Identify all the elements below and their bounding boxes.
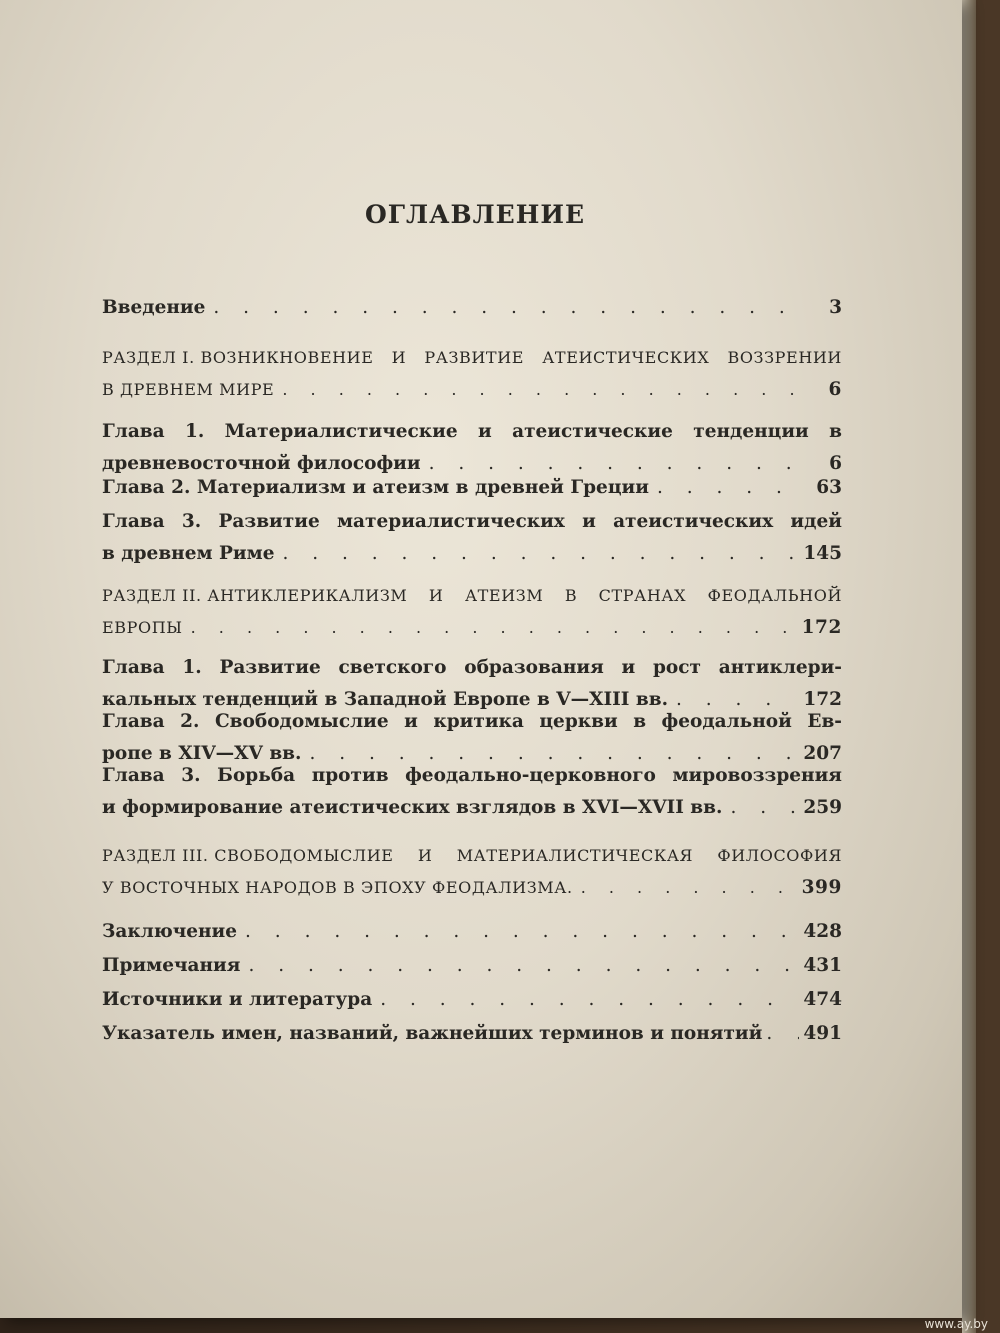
toc-page-number: 172	[803, 689, 842, 710]
leader-dots	[191, 612, 794, 644]
chapter-word: и	[582, 511, 596, 532]
chapter-title-line	[102, 506, 842, 538]
chapter-title-line	[102, 706, 842, 738]
heading-word: ФЕОДАЛЬНОЙ	[707, 586, 842, 605]
chapter-word: мировоззрения	[672, 765, 842, 786]
toc-page-number: 259	[803, 797, 842, 818]
section-heading-continuation: У ВОСТОЧНЫХ НАРОДОВ В ЭПОХУ ФЕОДАЛИЗМА.	[102, 878, 573, 897]
chapter-word: феодальной	[661, 711, 792, 732]
heading-word: ФИЛОСОФИЯ	[717, 846, 842, 865]
chapter-word: материалистических	[336, 511, 565, 532]
chapter-title-continuation: ропе в XIV—XV вв.	[102, 743, 302, 764]
toc-page-number: 431	[803, 955, 842, 976]
chapter-word: феодально-церковного	[405, 765, 656, 786]
chapter-word: и	[404, 711, 418, 732]
chapter-word: светского	[338, 657, 447, 678]
chapter-word: церкви	[539, 711, 618, 732]
toc-entry-sources	[102, 984, 842, 1016]
toc-page-number: 172	[801, 617, 842, 638]
toc-entry-label: Введение	[102, 297, 206, 318]
toc-chapter-1-3	[102, 506, 842, 570]
chapter-word: Развитие	[219, 657, 321, 678]
toc-entry-label: Примечания	[102, 955, 241, 976]
leader-dots	[766, 1018, 799, 1050]
chapter-word: Глава	[102, 765, 165, 786]
toc-section-2	[102, 580, 842, 644]
leader-dots	[248, 950, 795, 982]
chapter-word: образования	[464, 657, 604, 678]
toc-chapter-1-1	[102, 416, 842, 480]
toc-page-number: 6	[828, 379, 842, 400]
leader-dots	[282, 538, 795, 570]
chapter-word: тенденции	[693, 421, 809, 442]
heading-word: В	[564, 586, 578, 605]
chapter-word: 2.	[180, 711, 200, 732]
chapter-word: Ев-	[807, 711, 842, 732]
toc-page-number: 145	[803, 543, 842, 564]
section-heading-continuation: ЕВРОПЫ	[102, 618, 183, 637]
heading-word: И	[391, 348, 407, 367]
heading-word: И	[417, 846, 433, 865]
chapter-title-continuation: в древнем Риме	[102, 543, 275, 564]
toc-page-number: 207	[803, 743, 842, 764]
chapter-word: рост	[653, 657, 702, 678]
section-heading-continuation: В ДРЕВНЕМ МИРЕ	[102, 380, 275, 399]
leader-dots	[380, 984, 795, 1016]
chapter-word: Глава	[102, 657, 165, 678]
chapter-word: 3.	[181, 765, 201, 786]
toc-entry-conclusion	[102, 916, 842, 948]
toc-entry-label: Указатель имен, названий, важнейших терминов и понятий	[102, 1023, 763, 1044]
chapter-word: идей	[790, 511, 842, 532]
chapter-word: в	[829, 421, 842, 442]
chapter-word: и	[621, 657, 636, 678]
chapter-title-line	[102, 760, 842, 792]
section-heading-line	[102, 840, 842, 872]
toc-section-3	[102, 840, 842, 904]
chapter-title-continuation: древневосточной философии	[102, 453, 421, 474]
heading-word: РАЗВИТИЕ	[424, 348, 525, 367]
toc-section-1	[102, 342, 842, 406]
heading-word: МАТЕРИАЛИСТИЧЕСКАЯ	[456, 846, 694, 865]
heading-word: И	[428, 586, 444, 605]
chapter-word: Глава	[102, 421, 165, 442]
toc-page-number: 428	[803, 921, 842, 942]
chapter-title: Глава 2. Материализм и атеизм в древней Греции	[102, 477, 649, 498]
toc-chapter-1-2	[102, 472, 842, 504]
chapter-word: 1.	[185, 421, 205, 442]
heading-word: АТЕИЗМ	[464, 586, 544, 605]
chapter-word: в	[633, 711, 647, 732]
toc-entry-intro	[102, 292, 842, 324]
toc-chapter-2-3	[102, 760, 842, 824]
chapter-title-line	[102, 416, 842, 448]
toc-entry-notes	[102, 950, 842, 982]
toc-page-number: 3	[829, 297, 842, 318]
chapter-word: Развитие	[218, 511, 320, 532]
chapter-word: атеистические	[512, 421, 673, 442]
heading-word: РАЗДЕЛ II. АНТИКЛЕРИКАЛИЗМ	[102, 586, 408, 605]
leader-dots	[245, 916, 795, 948]
book-page-edge	[962, 0, 976, 1333]
toc-entry-index	[102, 1018, 842, 1050]
heading-word: СТРАНАХ	[598, 586, 687, 605]
chapter-word: Глава	[102, 511, 165, 532]
chapter-title-line	[102, 652, 842, 684]
watermark: www.ay.by	[924, 1317, 988, 1331]
chapter-word: антиклери-	[718, 657, 842, 678]
leader-dots	[581, 872, 794, 904]
chapter-title-continuation: кальных тенденций в Западной Европе в V—XIII вв.	[102, 689, 669, 710]
toc-title: ОГЛАВЛЕНИЕ	[364, 200, 586, 229]
chapter-word: атеистических	[613, 511, 774, 532]
chapter-word: Материалистические	[224, 421, 458, 442]
leader-dots	[282, 374, 798, 406]
heading-word: РАЗДЕЛ I. ВОЗНИКНОВЕНИЕ	[102, 348, 374, 367]
section-heading-line	[102, 580, 842, 612]
chapter-word: 1.	[182, 657, 202, 678]
chapter-word: 3.	[181, 511, 202, 532]
section-heading-line	[102, 342, 842, 374]
toc-page-number: 63	[816, 477, 842, 498]
heading-word: РАЗДЕЛ III. СВОБОДОМЫСЛИЕ	[102, 846, 394, 865]
toc-page-number: 491	[803, 1023, 842, 1044]
leader-dots	[657, 472, 798, 504]
heading-word: АТЕИСТИЧЕСКИХ	[542, 348, 710, 367]
leader-dots	[213, 292, 798, 324]
chapter-word: критика	[433, 711, 524, 732]
toc-page-number: 474	[803, 989, 842, 1010]
toc-entry-label: Заключение	[102, 921, 238, 942]
chapter-word: Борьба	[217, 765, 296, 786]
chapter-word: Глава	[102, 711, 165, 732]
toc-entry-label: Источники и литература	[102, 989, 373, 1010]
chapter-word: Свободомыслие	[214, 711, 389, 732]
chapter-word: против	[311, 765, 389, 786]
chapter-word: и	[478, 421, 492, 442]
chapter-title-continuation: и формирование атеистических взглядов в XVI—XVII вв.	[102, 797, 723, 818]
heading-word: ВОЗЗРЕНИИ	[727, 348, 842, 367]
toc-page-number: 399	[801, 877, 842, 898]
toc-page-number: 6	[829, 453, 842, 474]
leader-dots	[730, 792, 795, 824]
